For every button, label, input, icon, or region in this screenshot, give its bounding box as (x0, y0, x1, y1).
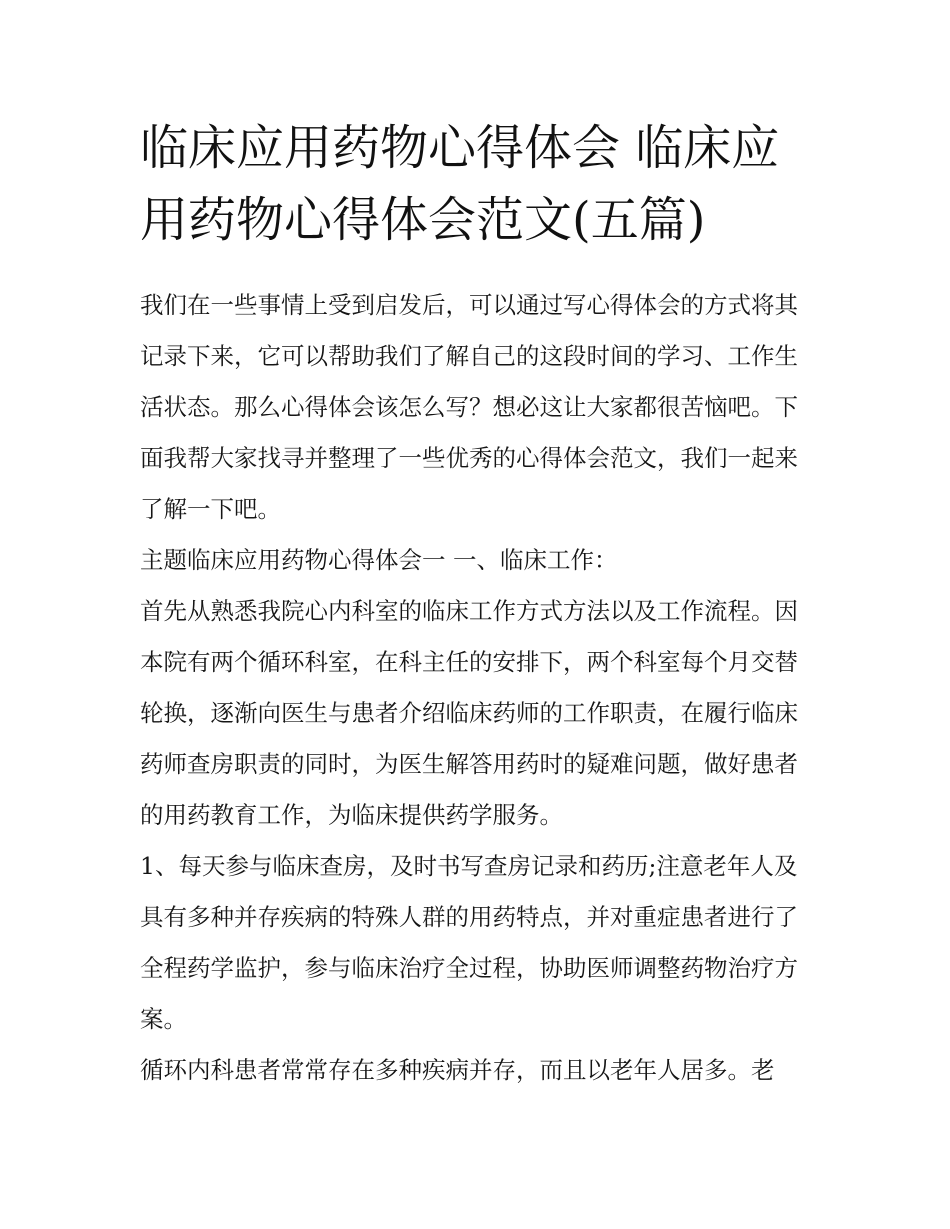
document-title: 临床应用药物心得体会 临床应用药物心得体会范文(五篇) (140, 120, 780, 248)
document-body (140, 280, 820, 1096)
body-paragraph: 循环内科患者常常存在多种疾病并存，而且以老年人居多。老 (140, 1056, 775, 1084)
body-paragraph: 首先从熟悉我院心内科室的临床工作方式方法以及工作流程。因本院有两个循环科室，在科主任的安排下，两个科室每个月交替轮换，逐渐向医生与患者介绍临床药师的工作职责，在履行临床药师查房职责的同时，为医生解答用药时的疑难问题，做好患者的用药教育工作，为临床提供药学服务。 (140, 597, 798, 829)
intro-paragraph: 我们在一些事情上受到启发后，可以通过写心得体会的方式将其记录下来，它可以帮助我们了解自己的这段时间的学习、工作生活状态。那么心得体会该怎么写？想必这让大家都很苦恼吧。下面我帮大家找寻并整理了一些优秀的心得体会范文，我们一起来了解一下吧。 (140, 291, 798, 523)
body-paragraph: 1、每天参与临床查房，及时书写查房记录和药历;注意老年人及具有多种并存疾病的特殊人群的用药特点，并对重症患者进行了全程药学监护，参与临床治疗全过程，协助医师调整药物治疗方案。 (140, 852, 798, 1033)
section-heading: 主题临床应用药物心得体会一 一、临床工作： (140, 546, 618, 574)
